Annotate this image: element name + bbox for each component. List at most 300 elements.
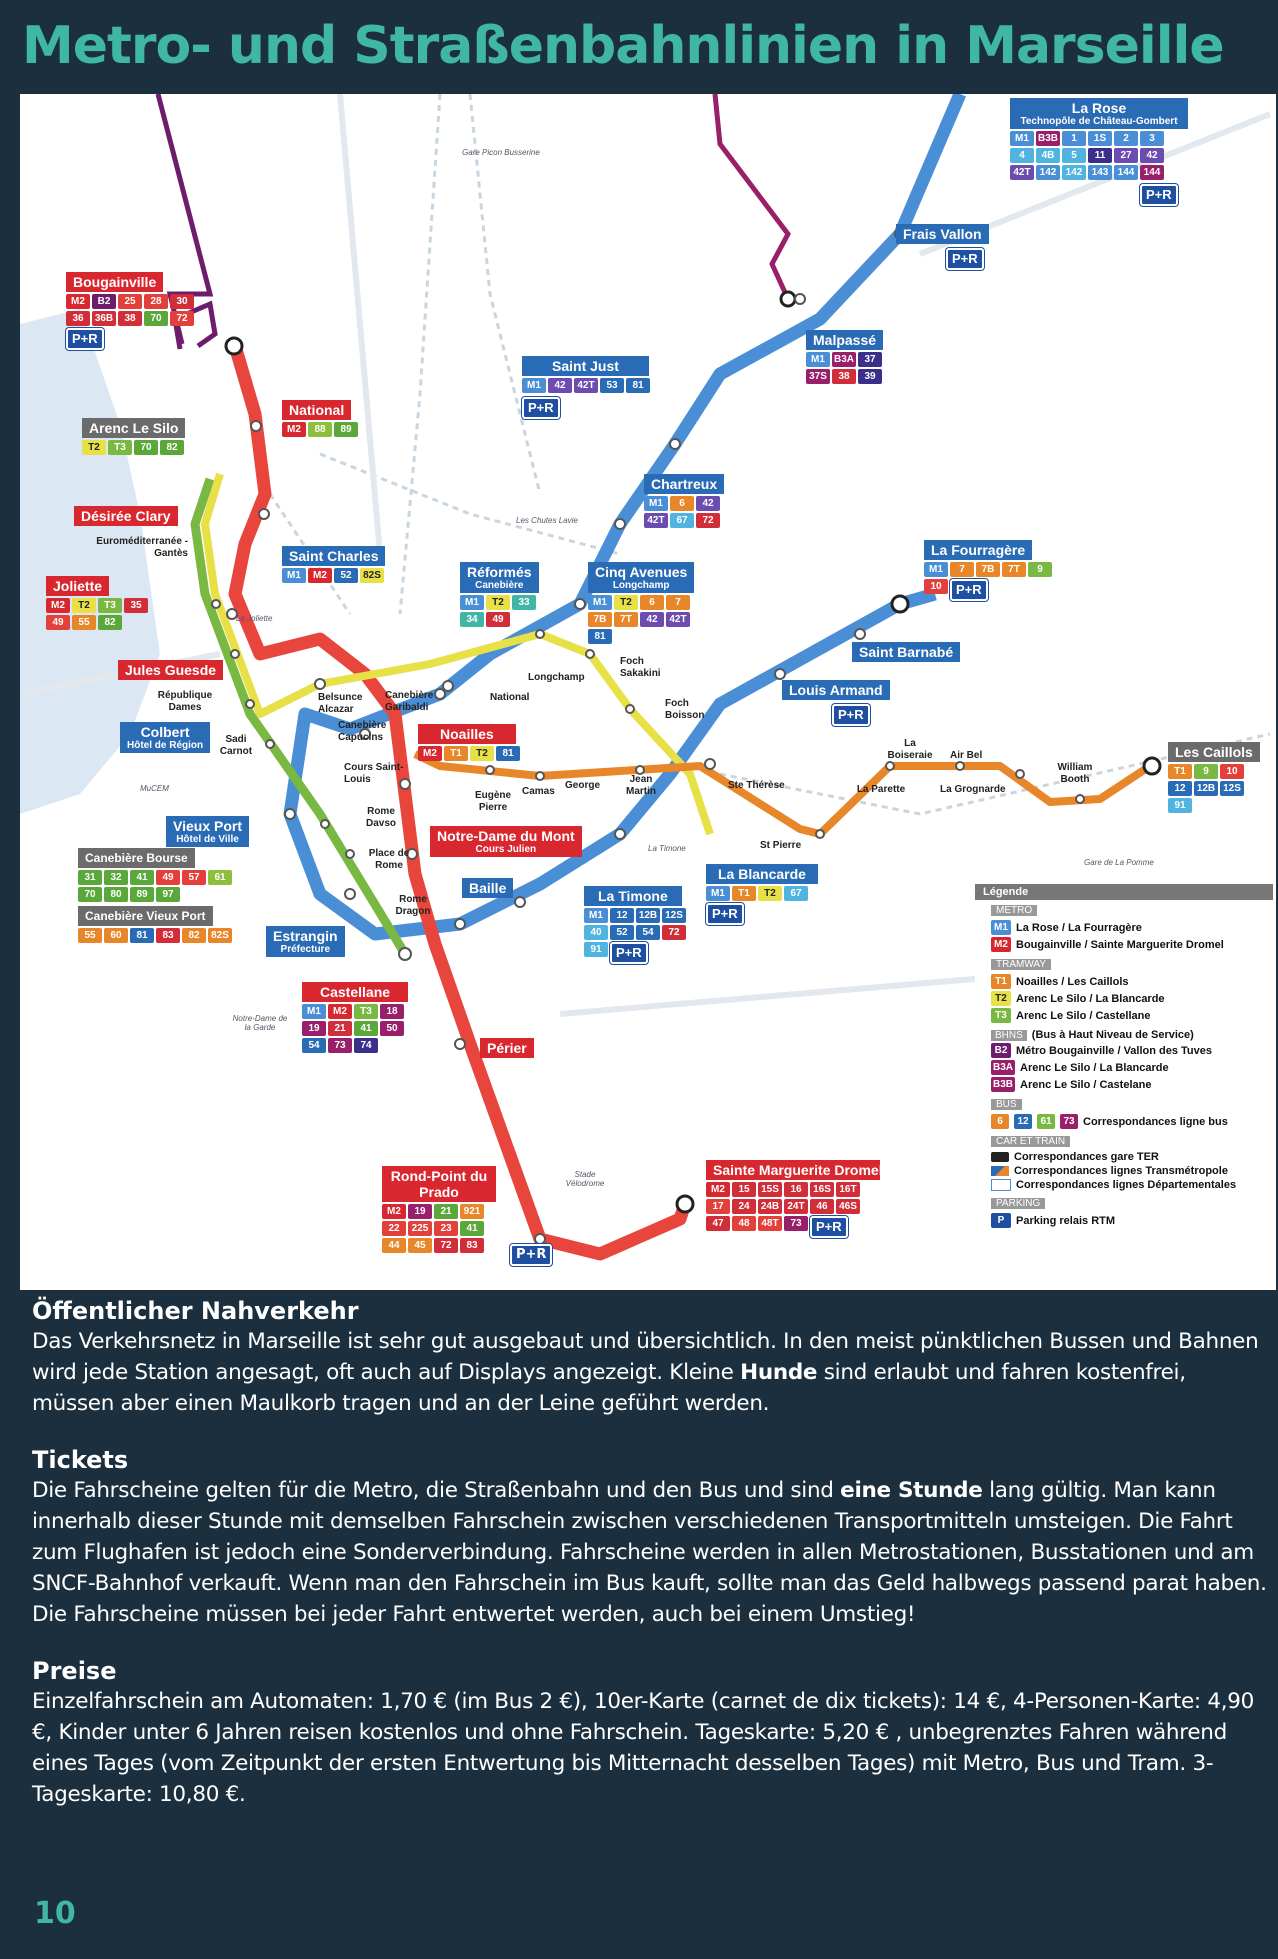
- chip: 12S: [1220, 781, 1244, 796]
- chip: 72: [170, 311, 194, 326]
- connection-chips: [584, 908, 696, 964]
- park-ride-icon: P+R: [706, 903, 744, 925]
- station-name: Castellane: [302, 982, 408, 1002]
- chip: 49: [46, 615, 70, 630]
- connection-chips: [302, 1004, 414, 1053]
- station-saint-barnabe[interactable]: [852, 642, 960, 662]
- stop-label: Euroméditerranée - Gantès: [96, 536, 188, 559]
- chip: 82: [182, 928, 206, 943]
- chip: 12B: [636, 908, 660, 923]
- station-national[interactable]: [282, 400, 358, 437]
- chip: 72: [434, 1238, 458, 1253]
- transmetropole-icon: [991, 1166, 1009, 1176]
- chip: 4: [1010, 148, 1034, 163]
- chip: 49: [486, 612, 510, 627]
- chip: 28: [144, 294, 168, 309]
- map-legend: [975, 884, 1273, 1264]
- stop-label: Rome Dragon: [395, 894, 431, 917]
- station-name: Cinq Avenues Longchamp: [588, 562, 694, 593]
- station-jules-guesde[interactable]: [118, 660, 223, 680]
- chip: 52: [334, 568, 358, 583]
- chip: 35: [124, 598, 148, 613]
- station-cinq-avenues[interactable]: [588, 562, 713, 644]
- stop-label: Foch Boisson: [665, 698, 705, 721]
- chip: 42T: [644, 513, 668, 528]
- chip: T2: [614, 595, 638, 610]
- station-desiree-clary[interactable]: [74, 506, 178, 526]
- paragraph-nahverkehr: Das Verkehrsnetz in Marseille ist sehr gut ausgebaut und übersichtlich. In den meist pünktlichen Bussen und Bahnen wird jede Station angesagt, oft auch auf Displays angezeigt. Kleine Hunde sind erlaubt und fahren kostenfrei, müssen aber einen Maulkorb tragen und an der Leine geführt werden.: [32, 1329, 1259, 1416]
- station-name: Saint Barnabé: [852, 642, 960, 662]
- chip: 36: [66, 311, 90, 326]
- station-name: La Timone: [584, 886, 682, 906]
- area-label: La Timone: [648, 844, 686, 853]
- station-name: National: [282, 400, 351, 420]
- chip: 70: [78, 887, 102, 902]
- park-ride-icon: P+R: [946, 248, 984, 270]
- chip: 34: [460, 612, 484, 627]
- chip: 48T: [758, 1216, 782, 1231]
- legend-row: Correspondances lignes Départementales: [991, 1179, 1273, 1191]
- chip: 21: [434, 1204, 458, 1219]
- departemental-icon: [991, 1179, 1011, 1191]
- legend-section: METRO: [991, 905, 1037, 916]
- stop-label: Air Bel: [950, 750, 983, 761]
- chip: 25: [118, 294, 142, 309]
- chip: 42: [640, 612, 664, 627]
- chip: 82: [98, 615, 122, 630]
- station-name: La Blancarde: [706, 864, 818, 884]
- chip: 16: [784, 1182, 808, 1197]
- stop-label: La Parette: [856, 784, 906, 795]
- station-name: Colbert Hôtel de Région: [120, 722, 210, 753]
- chip: M2: [706, 1182, 730, 1197]
- chip: 73: [328, 1038, 352, 1053]
- chip: 30: [170, 294, 194, 309]
- station-chartreux[interactable]: [644, 474, 734, 528]
- chip: 12: [610, 908, 634, 923]
- stop-label: République Dames: [157, 690, 213, 713]
- park-ride-icon: P+R: [832, 704, 870, 726]
- chip: T3: [108, 440, 132, 455]
- chip: 82: [160, 440, 184, 455]
- chip: M2: [282, 422, 306, 437]
- chip: 41: [130, 870, 154, 885]
- legend-row: B3B Arenc Le Silo / Castelane: [993, 1078, 1152, 1091]
- chip: 81: [588, 629, 612, 644]
- bhns-line-b3b: [715, 94, 788, 299]
- chip: 89: [130, 887, 154, 902]
- station-name: Arenc Le Silo: [82, 418, 185, 438]
- area-label: Gare Picon Busserine: [462, 148, 540, 157]
- connection-chips: [46, 598, 166, 630]
- chip: 41: [460, 1221, 484, 1236]
- station-castellane[interactable]: [302, 982, 414, 1053]
- chip: B3B: [1038, 133, 1059, 144]
- connection-chips: [1010, 131, 1188, 180]
- chip: 9: [1028, 562, 1052, 577]
- chip: M1: [1010, 131, 1034, 146]
- chip: 48: [732, 1216, 756, 1231]
- chip: 81: [496, 746, 520, 761]
- station-la-timone[interactable]: [584, 886, 696, 964]
- paragraph-tickets: Die Fahrscheine gelten für die Metro, die Straßenbahn und den Bus und sind eine Stunde lang gültig. Man kann innerhalb dieser Stunde mit demselben Fahrschein zwischen verschiedenen Transportmitteln umsteigen. Die Fahrt zum Flughafen ist jedoch eine Sonderverbindung. Fahrscheine werden in allen Metrostationen, Busstationen und am SNCF-Bahnhof verkauft. Wenn man den Fahrschein im Bus kauft, sollte man das Geld halbwegs passend parat haben. Die Fahrscheine müssen bei jeder Fahrt entwertet werden, auch bei einem Umstieg!: [32, 1478, 1267, 1627]
- chip: 74: [354, 1038, 378, 1053]
- metro-line-m2: [235, 346, 685, 1254]
- connection-chips: [78, 870, 253, 902]
- chip: T3: [354, 1004, 378, 1019]
- chip: 80: [104, 887, 128, 902]
- chip: 7T: [614, 612, 638, 627]
- chip: T2: [72, 598, 96, 613]
- chip: 46S: [836, 1199, 860, 1214]
- station-noailles[interactable]: [418, 724, 520, 761]
- legend-row: 6 12 61 73 Correspondances ligne bus: [991, 1114, 1273, 1129]
- connection-chips: [78, 928, 268, 943]
- chip: 39: [858, 369, 882, 384]
- station-name: Malpassé: [806, 330, 883, 350]
- chip: 70: [144, 311, 168, 326]
- stop-label: Eugène Pierre: [474, 790, 512, 813]
- station-perier[interactable]: [480, 1038, 534, 1058]
- legend-section: TRAMWAY: [991, 959, 1051, 970]
- area-label: Les Chutes Lavie: [516, 516, 578, 525]
- chip: 1S: [1088, 131, 1112, 146]
- stop-label: Belsunce Alcazar: [318, 692, 363, 715]
- chip: M1: [282, 568, 306, 583]
- chip: 44: [382, 1238, 406, 1253]
- chip: 33: [512, 595, 536, 610]
- station-name: Rond-Point du Prado: [382, 1166, 496, 1202]
- chip: M1: [302, 1004, 326, 1019]
- chip: 24B: [758, 1199, 782, 1214]
- legend-row: BHNS (Bus à Haut Niveau de Service): [991, 1029, 1273, 1041]
- chip: 27: [1114, 148, 1138, 163]
- station-louis-armand[interactable]: [782, 680, 890, 726]
- chip: 46: [810, 1199, 834, 1214]
- connection-chips: [66, 294, 201, 350]
- stop-label: Cours Saint-Louis: [344, 762, 404, 785]
- chip: 42: [548, 378, 572, 393]
- station-name: Canebière Bourse: [78, 848, 195, 868]
- chip: 55: [72, 615, 96, 630]
- chip: M2: [418, 746, 442, 761]
- page-number: 10: [34, 1896, 76, 1931]
- chip: 22: [382, 1221, 406, 1236]
- station-baille[interactable]: [462, 878, 513, 898]
- chip: T2: [82, 440, 106, 455]
- chip: 21: [328, 1021, 352, 1036]
- park-ride-icon: P+R: [810, 1216, 848, 1238]
- connection-chips: [644, 496, 734, 528]
- legend-row: P Parking relais RTM: [991, 1213, 1273, 1228]
- chip: 37: [858, 352, 882, 367]
- park-ride-icon: P+R: [1140, 184, 1178, 206]
- connection-chips: [382, 1204, 504, 1253]
- connection-chips: [924, 562, 1059, 601]
- stop-label: Foch Sakakini: [620, 656, 661, 679]
- legend-row: T1 Noailles / Les Caillols: [991, 974, 1273, 989]
- station-name: La Rose Technopôle de Château-Gombert: [1010, 98, 1188, 129]
- stop-label: Rome Davso: [365, 806, 396, 829]
- station-name: Louis Armand: [782, 680, 890, 700]
- station-name: Saint Just: [522, 356, 649, 376]
- station-colbert[interactable]: [120, 722, 210, 753]
- chip: 11: [1088, 148, 1112, 163]
- chip: M1: [924, 562, 948, 577]
- station-name: Périer: [480, 1038, 534, 1058]
- chip: 15S: [758, 1182, 782, 1197]
- connection-chips: [522, 378, 650, 393]
- chip: 72: [696, 513, 720, 528]
- chip: 89: [334, 422, 358, 437]
- connection-chips: [706, 886, 816, 925]
- chip: T2: [470, 746, 494, 761]
- chip: 83: [156, 928, 180, 943]
- stop-label: William Booth: [1057, 762, 1093, 785]
- station-name: La Fourragère: [924, 540, 1032, 560]
- station-arenc-le-silo[interactable]: [82, 418, 192, 455]
- chip: 142: [1036, 165, 1060, 180]
- station-name: Notre-Dame du Mont Cours Julien: [430, 826, 582, 857]
- park-ride-icon: P+R: [522, 397, 560, 419]
- train-icon: [991, 1152, 1009, 1162]
- station-name: Réformés Canebière: [460, 562, 539, 593]
- legend-section: CAR ET TRAIN: [991, 1136, 1070, 1147]
- station-name: Désirée Clary: [74, 506, 178, 526]
- chip: 15: [732, 1182, 756, 1197]
- legend-row: M1 La Rose / La Fourragère: [991, 920, 1273, 935]
- station-name: Saint Charles: [282, 546, 385, 566]
- chip: 1: [1062, 131, 1086, 146]
- station-joliette[interactable]: [46, 576, 166, 630]
- connection-chips: [460, 595, 555, 627]
- connection-chips: [282, 422, 358, 437]
- area-label: Notre-Dame de la Garde: [232, 1014, 288, 1032]
- station-name: Joliette: [46, 576, 109, 596]
- area-label: La Joliette: [236, 614, 273, 623]
- legend-row: Correspondances gare TER: [991, 1151, 1273, 1163]
- chip: 142: [1062, 165, 1086, 180]
- park-ride-icon: P+R: [510, 1244, 552, 1266]
- chip: 36B: [92, 311, 116, 326]
- park-ride-icon: P+R: [950, 579, 988, 601]
- stop-label: Place de Rome: [368, 848, 410, 871]
- chip: M1: [706, 886, 730, 901]
- chip: 32: [104, 870, 128, 885]
- station-notre-dame-du-mont[interactable]: [430, 826, 582, 857]
- chip: 144: [1140, 165, 1164, 180]
- station-vieux-port[interactable]: [166, 816, 249, 847]
- legend-section: BUS: [991, 1099, 1022, 1110]
- station-canebiere-vieux-port[interactable]: [78, 906, 268, 943]
- paragraph-preise: Einzelfahrschein am Automaten: 1,70 € (im Bus 2 €), 10er-Karte (carnet de dix tickets): 14 €, 4-Personen-Karte: 4,90 €, Kinder unter 6 Jahren reisen kostenlos und ohne Fahrschein. Tageskarte: 5,20 € , unbegrenztes Fahren während eines Tages (vom Zeitpunkt der ersten Entwertung bis Mitternacht desselben Tages) mit Metro, Bus und Tram. 3-Tageskarte: 10,80 €.: [32, 1689, 1255, 1807]
- legend-row: B2 Métro Bougainville / Vallon des Tuves: [991, 1043, 1273, 1058]
- chip: 921: [460, 1204, 484, 1219]
- chip: 19: [302, 1021, 326, 1036]
- transit-map: [20, 94, 1276, 1290]
- chip: 42: [696, 496, 720, 511]
- chip: M2: [308, 568, 332, 583]
- chip: M1: [522, 378, 546, 393]
- chip: M2: [66, 294, 90, 309]
- connection-chips: [588, 595, 713, 644]
- stop-label: Sadi Carnot: [219, 734, 253, 757]
- connection-chips: [1168, 764, 1258, 813]
- chip: 42T: [666, 612, 690, 627]
- station-frais-vallon[interactable]: [896, 224, 989, 270]
- stop-label: La Boiseraie: [887, 738, 933, 761]
- chip: 47: [706, 1216, 730, 1231]
- station-name: Jules Guesde: [118, 660, 223, 680]
- station-name: Baille: [462, 878, 513, 898]
- chip: 57: [182, 870, 206, 885]
- chip: 53: [600, 378, 624, 393]
- station-name: Bougainville: [66, 272, 163, 292]
- station-les-caillols[interactable]: [1168, 742, 1260, 813]
- chip: 49: [156, 870, 180, 885]
- park-ride-icon: P+R: [66, 328, 104, 350]
- chip: 23: [434, 1221, 458, 1236]
- chip: 97: [156, 887, 180, 902]
- chip: 6: [640, 595, 664, 610]
- station-name: Chartreux: [644, 474, 724, 494]
- chip: 38: [118, 311, 142, 326]
- page-title: Metro- und Straßenbahnlinien in Marseille: [22, 16, 1224, 76]
- chip: M1: [806, 352, 830, 367]
- chip: 12B: [1194, 781, 1218, 796]
- connection-chips: [418, 746, 520, 761]
- section-heading-preise: Preise: [32, 1657, 117, 1685]
- chip: B2: [92, 294, 116, 309]
- chip: 143: [1088, 165, 1112, 180]
- chip: 91: [1168, 798, 1192, 813]
- chip: 42T: [1010, 165, 1034, 180]
- chip: 73: [784, 1216, 808, 1231]
- chip: 67: [784, 886, 808, 901]
- chip: 3: [1140, 131, 1164, 146]
- station-la-blancarde[interactable]: [706, 864, 818, 925]
- connection-chips: [282, 568, 422, 583]
- chip: 55: [78, 928, 102, 943]
- chip: T1: [444, 746, 468, 761]
- chip: 72: [662, 925, 686, 940]
- chip: 24T: [784, 1199, 808, 1214]
- stop-label: George: [565, 780, 601, 791]
- chip: T1: [732, 886, 756, 901]
- connection-chips: [82, 440, 192, 455]
- chip: 7: [950, 562, 974, 577]
- chip: 6: [670, 496, 694, 511]
- station-canebiere-bourse[interactable]: [78, 848, 253, 902]
- station-name: Les Caillols: [1168, 742, 1260, 762]
- chip: 10: [1220, 764, 1244, 779]
- station-saint-charles[interactable]: [282, 546, 422, 583]
- station-la-fourragere[interactable]: [924, 540, 1059, 601]
- chip: 31: [78, 870, 102, 885]
- stop-label: Canebière Capucins: [338, 720, 387, 743]
- area-label: Gare de La Pomme: [1084, 858, 1154, 867]
- station-name: Frais Vallon: [896, 224, 989, 244]
- chip: 12S: [662, 908, 686, 923]
- station-malpasse[interactable]: [806, 330, 896, 384]
- station-saint-just[interactable]: [522, 356, 650, 419]
- section-heading-tickets: Tickets: [32, 1446, 129, 1474]
- chip: 12: [1168, 781, 1192, 796]
- chip: 7: [666, 595, 690, 610]
- station-name: Noailles: [418, 724, 516, 744]
- chip: 18: [380, 1004, 404, 1019]
- chip: M1: [460, 595, 484, 610]
- chip: 52: [610, 925, 634, 940]
- station-name: Sainte Marguerite Dromel: [706, 1160, 880, 1180]
- station-estrangin[interactable]: [266, 926, 345, 957]
- chip: B3A: [834, 354, 855, 365]
- chip: 81: [626, 378, 650, 393]
- section-heading-nahverkehr: Öffentlicher Nahverkehr: [32, 1297, 359, 1325]
- station-reformes[interactable]: [460, 562, 555, 627]
- chip: 45: [408, 1238, 432, 1253]
- chip: 225: [408, 1221, 432, 1236]
- chip: 16S: [810, 1182, 834, 1197]
- chip: 61: [208, 870, 232, 885]
- chip: 91: [584, 942, 608, 957]
- chip: 82S: [360, 568, 384, 583]
- chip: M1: [584, 908, 608, 923]
- chip: 83: [460, 1238, 484, 1253]
- station-la-rose[interactable]: [1010, 98, 1188, 206]
- park-ride-icon: P+R: [610, 942, 648, 964]
- station-rond-point-du-prado[interactable]: [382, 1166, 504, 1253]
- chip: 42: [1140, 148, 1164, 163]
- chip: 10: [924, 579, 948, 594]
- stop-label: Camas: [522, 786, 555, 797]
- chip: 19: [408, 1204, 432, 1219]
- chip: T1: [1168, 764, 1192, 779]
- station-sainte-marguerite-dromel[interactable]: [706, 1160, 881, 1238]
- chip: 40: [584, 925, 608, 940]
- stop-label: Ste Thérèse: [728, 780, 785, 791]
- legend-row: T3 Arenc Le Silo / Castellane: [991, 1008, 1273, 1023]
- chip: 67: [670, 513, 694, 528]
- chip: 4B: [1036, 148, 1060, 163]
- chip: M2: [328, 1004, 352, 1019]
- legend-row: T2 Arenc Le Silo / La Blancarde: [991, 991, 1273, 1006]
- chip: 42T: [574, 378, 598, 393]
- chip: M2: [46, 598, 70, 613]
- chip: 37S: [806, 369, 830, 384]
- chip: T3: [98, 598, 122, 613]
- chip: 70: [134, 440, 158, 455]
- article-text: [32, 1296, 1272, 1836]
- area-label: Stade Vélodrome: [565, 1170, 605, 1188]
- chip: 82S: [208, 928, 232, 943]
- chip: 24: [732, 1199, 756, 1214]
- chip: 17: [706, 1199, 730, 1214]
- legend-row: B3A Arenc Le Silo / La Blancarde: [993, 1061, 1169, 1074]
- chip: 9: [1194, 764, 1218, 779]
- chip: M1: [644, 496, 668, 511]
- station-bougainville[interactable]: [66, 272, 201, 350]
- chip: 38: [832, 369, 856, 384]
- chip: 7T: [1002, 562, 1026, 577]
- chip: 54: [302, 1038, 326, 1053]
- chip: T2: [758, 886, 782, 901]
- chip: M1: [588, 595, 612, 610]
- stop-label: La Grognarde: [940, 784, 1006, 795]
- station-name: Estrangin Préfecture: [266, 926, 345, 957]
- legend-row: Correspondances lignes Transmétropole: [991, 1165, 1273, 1177]
- chip: 60: [104, 928, 128, 943]
